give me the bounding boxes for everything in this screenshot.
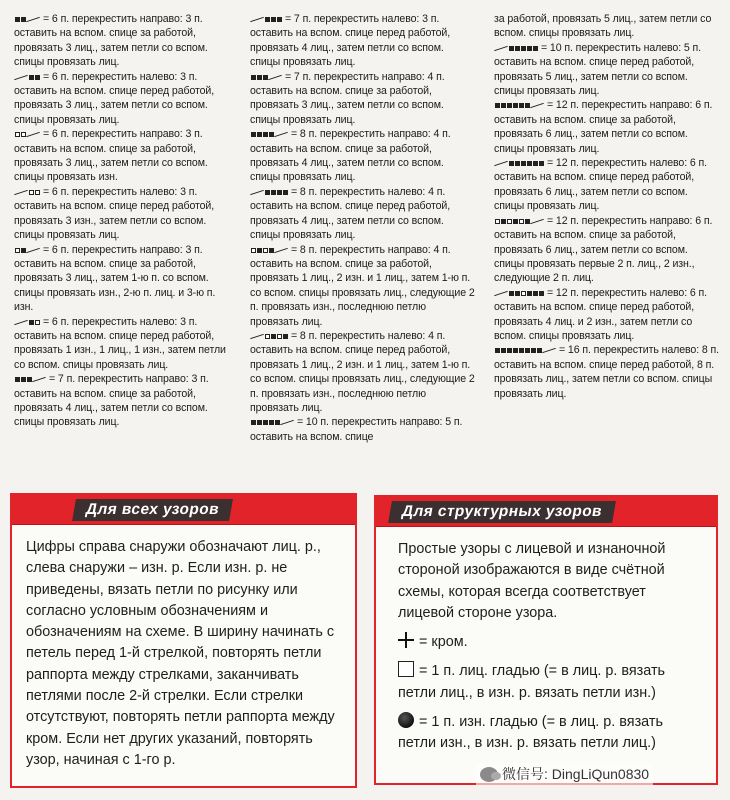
cable-symbol-icon bbox=[250, 419, 294, 429]
cable-symbol-icon bbox=[250, 74, 282, 84]
legend-entry-text: = 7 п. перекрестить направо: 4 п. оставить на вспом. спице за работой, провязать 3 лиц., затем петли со вспом. спицы провязать лиц. bbox=[250, 70, 445, 126]
cable-symbol-icon bbox=[14, 74, 40, 84]
legend-entry-text: = 12 п. перекрестить налево: 6 п. оставить на вспом. спице перед работой, провязать 6 лиц., затем петли со вспом. спицы провязать лиц. bbox=[494, 157, 708, 213]
legend-entry bbox=[14, 70, 236, 128]
legend-entry bbox=[494, 156, 720, 214]
legend-entry bbox=[250, 415, 476, 444]
legend-entry-text: = 12 п. перекрестить направо: 6 п. оставить на вспом. спице за работой, провязать 6 лиц., затем петли со вспом. спицы провязать первые 2 п. лиц., 2 изн., следующие 2 п. лиц. bbox=[494, 214, 713, 285]
panel-text: Цифры справа снаружи обозначают лиц. р., слева снаружи – изн. р. Если изн. р. не приведены, вязать петли по рисунку или согласно условным обозначениям и обозначениям на схеме. В ширину начинать с петель перед 1-й стрелкой, повторять петли раппорта между стрелками, заканчивать петлями после 2-й стрелки. Если стрелки отсутствуют, повторять петли раппорта между кром. Если нет других указаний, повторять узор, начиная с 1-го р. bbox=[26, 539, 335, 768]
legend-entry bbox=[250, 185, 476, 243]
legend-entry-text: = 8 п. перекрестить направо: 4 п. оставить на вспом. спице за работой, провязать 4 лиц., затем петли со вспом. спицы провязать лиц. bbox=[250, 128, 451, 184]
legend-entry-text: = 16 п. перекрестить налево: 8 п. оставить на вспом. спице перед работой, 8 п. провязать лиц., затем петли со вспом. спицы провязать лиц. bbox=[494, 344, 720, 400]
cable-symbol-icon bbox=[14, 131, 40, 141]
legend-entry-text: = 8 п. перекрестить налево: 4 п. оставить на вспом. спице перед работой, провязать 1 лиц., 2 изн. и 1 лиц., затем 1-ю п. со вспом. спицы провязать лиц., следующие 2 п. провязать изн., последнюю петлю провязать лиц. bbox=[250, 329, 475, 414]
legend-item-knit bbox=[398, 661, 702, 704]
structure-patterns-panel bbox=[374, 495, 718, 785]
wechat-icon bbox=[480, 767, 498, 782]
legend-entry-text: = 6 п. перекрестить направо: 3 п. оставить на вспом. спице за работой, провязать 3 лиц., затем петли со вспом. спицы провязать изн. bbox=[14, 128, 208, 184]
plus-icon bbox=[398, 632, 414, 648]
legend-entry bbox=[494, 343, 720, 401]
dot-icon bbox=[398, 712, 414, 728]
panel-title: Для структурных узоров bbox=[388, 501, 616, 523]
watermark-text: 微信号: DingLiQun0830 bbox=[502, 766, 650, 782]
legend-entry-text: = 8 п. перекрестить налево: 4 п. оставить на вспом. спице перед работой, провязать 4 лиц., затем петли со вспом. спицы провязать лиц. bbox=[250, 185, 451, 242]
legend-entry bbox=[14, 185, 236, 243]
legend-item-purl bbox=[398, 712, 702, 755]
cable-symbol-icon bbox=[494, 347, 556, 357]
cable-symbol-icon bbox=[494, 218, 544, 228]
cable-symbol-icon bbox=[250, 16, 282, 26]
panel-title: Для всех узоров bbox=[72, 499, 233, 521]
legend-entry-text: = 7 п. перекрестить налево: 3 п. оставить на вспом. спице перед работой, провязать 4 лиц., затем петли со вспом. спицы провязать лиц. bbox=[250, 13, 451, 69]
legend-entry bbox=[14, 243, 236, 315]
legend-entry-text: = 10 п. перекрестить направо: 5 п. оставить на вспом. спице bbox=[250, 416, 463, 443]
watermark bbox=[476, 763, 653, 785]
panel-header bbox=[376, 497, 716, 527]
cable-legend-columns bbox=[0, 12, 730, 484]
cable-symbol-icon bbox=[14, 376, 46, 386]
legend-entry bbox=[250, 127, 476, 185]
all-patterns-panel bbox=[10, 493, 357, 788]
cable-symbol-icon bbox=[14, 189, 40, 199]
cable-symbol-icon bbox=[14, 319, 40, 329]
cable-symbol-icon bbox=[250, 189, 288, 199]
legend-column-2 bbox=[250, 12, 476, 444]
cable-symbol-icon bbox=[494, 290, 544, 300]
legend-entry bbox=[250, 70, 476, 128]
cable-symbol-icon bbox=[14, 16, 40, 26]
legend-column-3 bbox=[494, 12, 720, 401]
cable-symbol-icon bbox=[494, 45, 538, 55]
legend-entry-text: = 6 п. перекрестить налево: 3 п. оставить на вспом. спице перед работой, провязать 1 изн., 1 лиц., 1 изн., затем петли со вспом. спицы провязать лиц. bbox=[14, 315, 226, 371]
legend-entry-text: = 6 п. перекрестить направо: 3 п. оставить на вспом. спице за работой, провязать 3 лиц., затем петли со вспом. спицы провязать лиц. bbox=[14, 13, 208, 69]
legend-entry bbox=[250, 243, 476, 329]
legend-entry-text: = 10 п. перекрестить налево: 5 п. оставить на вспом. спице перед работой, провязать 5 лиц., затем петли со вспом. спицы провязать лиц. bbox=[494, 41, 702, 98]
legend-entry bbox=[14, 12, 236, 70]
legend-entry-text: = 12 п. перекрестить налево: 6 п. оставить на вспом. спице перед работой, провязать 4 лиц. и 2 изн., затем петли со вспом. спицы провязать лиц. bbox=[494, 286, 708, 342]
legend-entry bbox=[494, 286, 720, 344]
panel-header bbox=[12, 495, 355, 525]
legend-text: = 1 п. изн. гладью (= в лиц. р. вязать петли изн., в изн. р. вязать петли лиц.) bbox=[398, 714, 663, 752]
legend-entry bbox=[14, 315, 236, 373]
legend-entry bbox=[494, 41, 720, 99]
legend-entry bbox=[494, 98, 720, 156]
legend-entry-text: = 12 п. перекрестить направо: 6 п. оставить на вспом. спице за работой, провязать 6 лиц., затем петли со вспом. спицы провязать лиц. bbox=[494, 99, 713, 155]
legend-item-edge bbox=[398, 632, 702, 653]
cable-symbol-icon bbox=[494, 102, 544, 112]
legend-entry-text: = 7 п. перекрестить направо: 3 п. оставить на вспом. спице за работой, провязать 4 лиц., затем петли со вспом. спицы провязать лиц. bbox=[14, 373, 209, 429]
legend-entry-text: = 6 п. перекрестить налево: 3 п. оставить на вспом. спице перед работой, провязать 3 лиц., затем петли со вспом. спицы провязать лиц. bbox=[14, 70, 215, 126]
legend-text: = кром. bbox=[419, 634, 468, 651]
legend-entry-text: за работой, провязать 5 лиц., затем петли со вспом. спицы провязать лиц. bbox=[494, 13, 712, 40]
cable-symbol-icon bbox=[250, 247, 288, 257]
legend-entry bbox=[494, 12, 720, 41]
legend-entry bbox=[250, 12, 476, 70]
square-icon bbox=[398, 661, 414, 677]
legend-entry-text: = 6 п. перекрестить направо: 3 п. оставить на вспом. спице за работой, провязать 3 лиц., затем 1-ю п. со вспом. спицы провязать изн., 2-ю п. лиц. и 3-ю п. изн. bbox=[14, 243, 216, 314]
legend-entry bbox=[494, 214, 720, 286]
cable-symbol-icon bbox=[250, 131, 288, 141]
legend-entry bbox=[250, 329, 476, 415]
cable-symbol-icon bbox=[494, 160, 544, 170]
legend-entry bbox=[14, 127, 236, 185]
panel-intro: Простые узоры с лицевой и изнаночной стороной изображаются в виде счётной схемы, которая всегда соответствует лицевой стороне узора. bbox=[398, 541, 666, 621]
cable-symbol-icon bbox=[14, 247, 40, 257]
legend-entry bbox=[14, 372, 236, 430]
legend-text: = 1 п. лиц. гладью (= в лиц. р. вязать петли лиц., в изн. р. вязать петли изн.) bbox=[398, 663, 666, 701]
legend-column-1 bbox=[14, 12, 236, 430]
legend-entry-text: = 6 п. перекрестить налево: 3 п. оставить на вспом. спице перед работой, провязать 3 изн., затем петли со вспом. спицы провязать лиц. bbox=[14, 185, 215, 242]
panel-body bbox=[376, 527, 716, 755]
legend-entry-text: = 8 п. перекрестить направо: 4 п. оставить на вспом. спице за работой, провязать 1 лиц., 2 изн. и 1 лиц., затем 1-ю п. со вспом. спицы провязать лиц., следующие 2 п. провязать изн., последнюю петлю провязать лиц. bbox=[250, 243, 475, 328]
cable-symbol-icon bbox=[250, 333, 288, 343]
